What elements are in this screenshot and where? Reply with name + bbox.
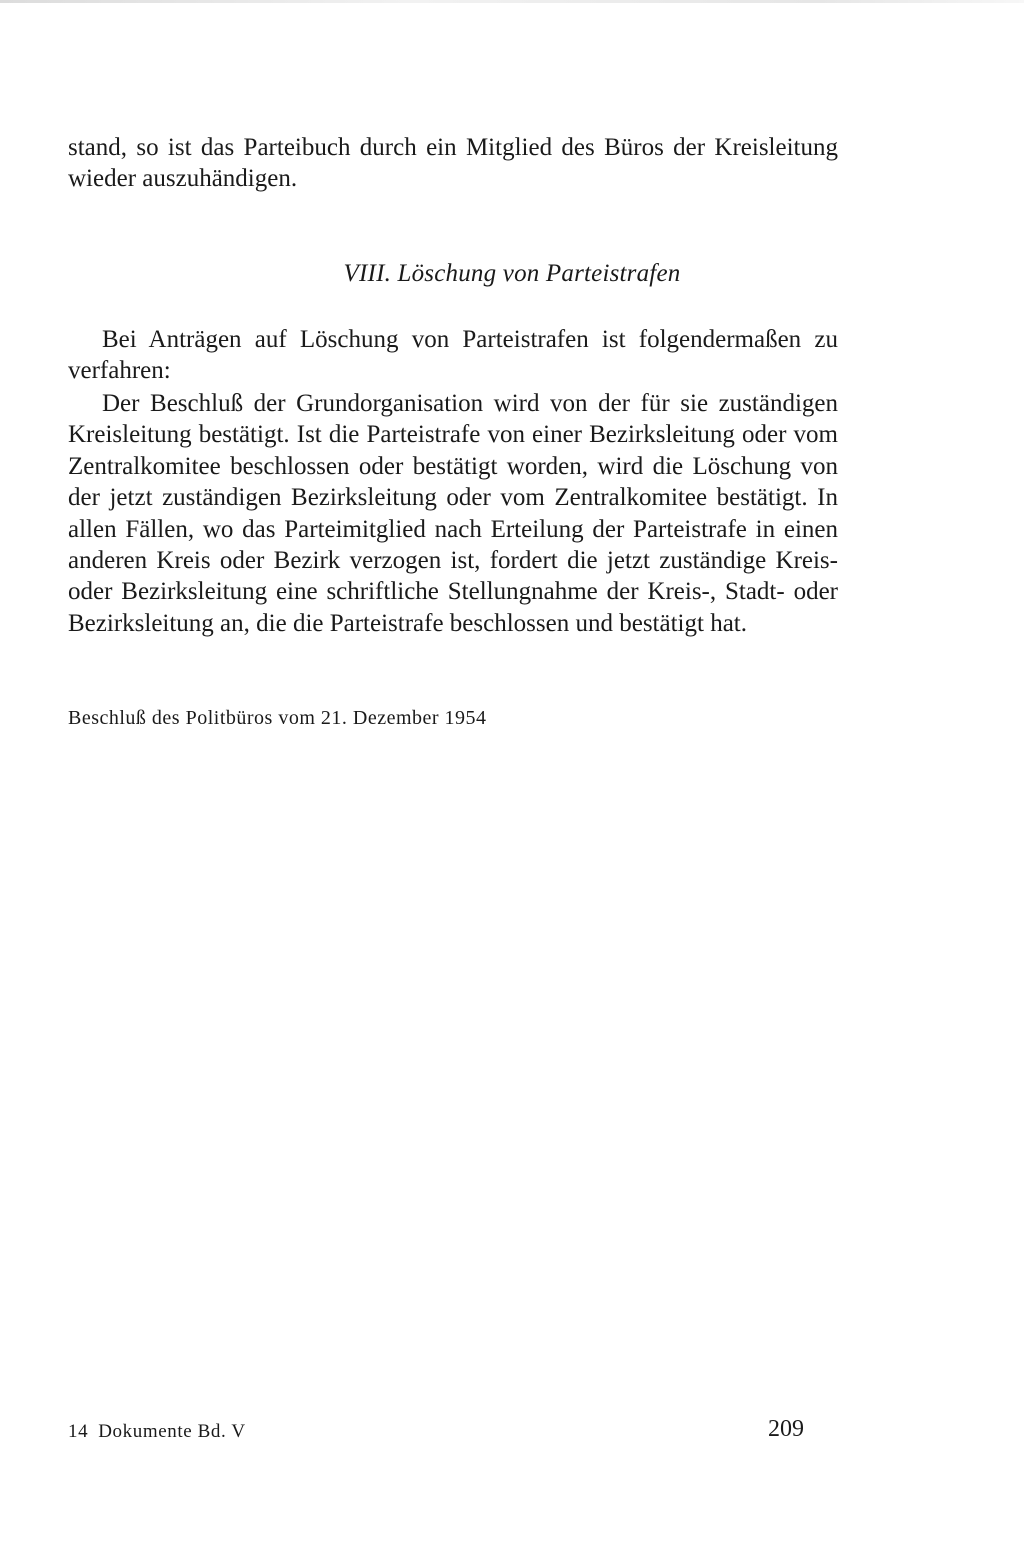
continued-paragraph: stand, so ist das Parteibuch durch ein Mitglied des Büros der Kreisleitung wieder auszuhändigen. — [68, 134, 838, 193]
page-number: 209 — [768, 1416, 804, 1442]
section-heading: VIII. Löschung von Parteistrafen — [343, 260, 681, 287]
main-paragraph: Der Beschluß der Grundorganisation wird von der für sie zuständigen Kreisleitung bestätigt. Ist die Parteistrafe von einer Bezirksleitung oder vom Zentralkomitee beschlossen oder bestätigt worden, wird die Löschung von der jetzt zuständigen Bezirksleitung oder vom Zentralkomitee bestätigt. In allen Fällen, wo das Parteimitglied nach Erteilung der Parteistrafe in einen anderen Kreis oder Bezirk verzogen ist, fordert die jetzt zuständige Kreis- oder Bezirksleitung eine schriftliche Stellungnahme der Kreis-, Stadt- oder Bezirksleitung an, die die Parteistrafe beschlossen und bestätigt hat. — [68, 390, 838, 637]
signature-number: 14 — [68, 1421, 89, 1442]
footer-signature — [68, 1419, 246, 1445]
source-line: Beschluß des Politbüros vom 21. Dezember 1954 — [68, 707, 487, 729]
page-top-edge — [0, 0, 1024, 3]
intro-paragraph: Bei Anträgen auf Löschung von Parteistrafen ist folgendermaßen zu verfahren: — [68, 326, 838, 385]
signature-text: Dokumente Bd. V — [98, 1421, 246, 1442]
